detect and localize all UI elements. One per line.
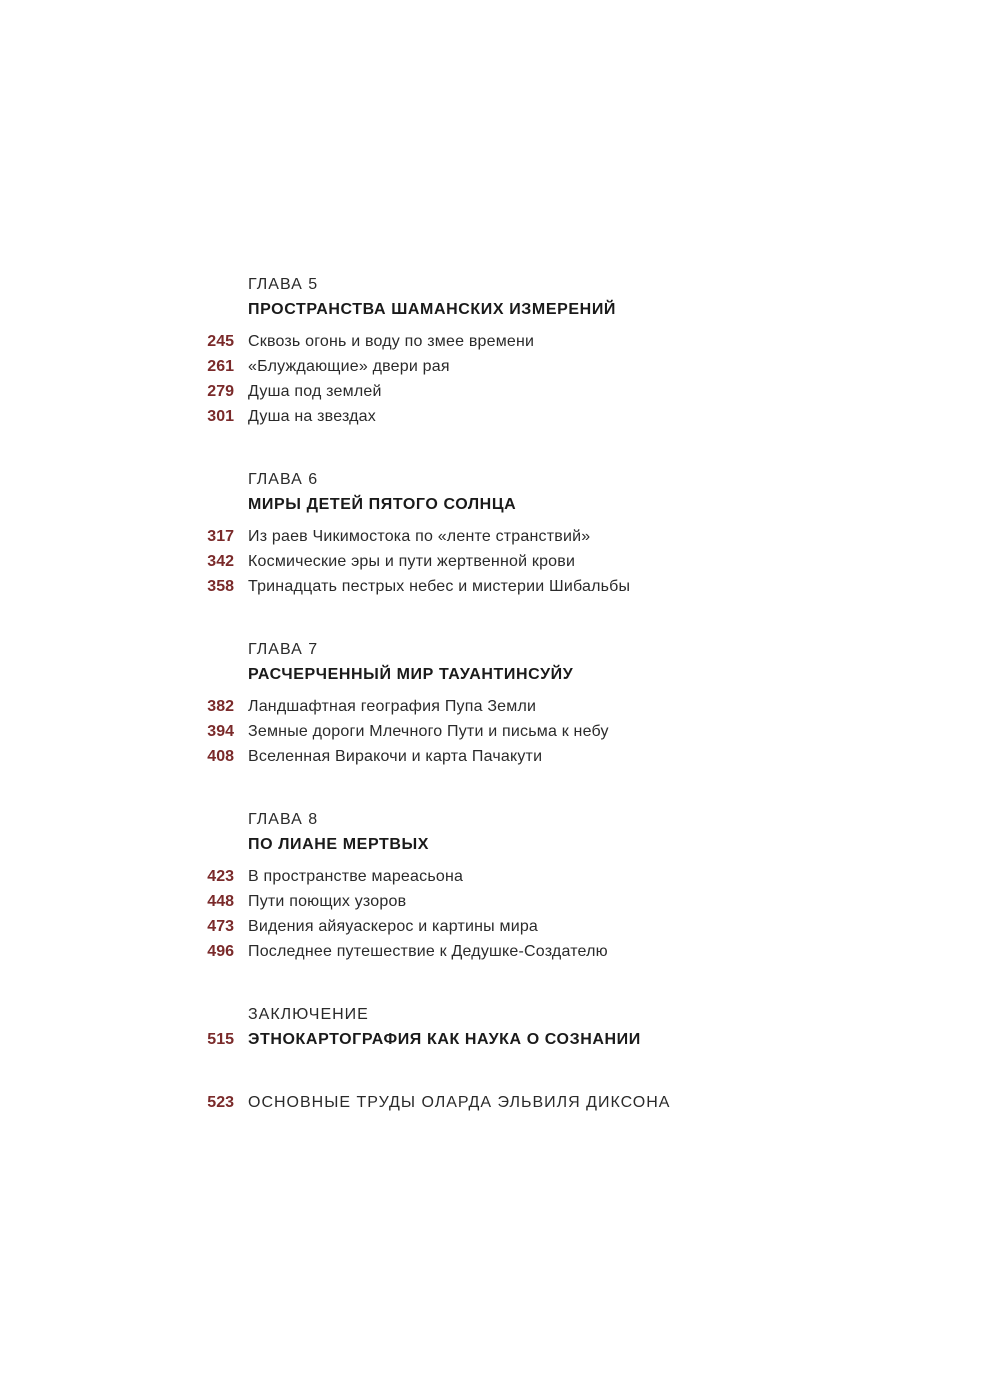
entry-title: В пространстве мареасьона	[248, 868, 464, 885]
toc-entry[interactable]	[0, 939, 1000, 964]
chapter-title-row	[0, 492, 1000, 517]
page-number: 279	[207, 383, 234, 400]
page-number: 523	[207, 1094, 234, 1111]
toc-entry[interactable]	[0, 354, 1000, 379]
chapter-title: РАСЧЕРЧЕННЫЙ МИР ТАУАНТИНСУЙУ	[248, 666, 574, 683]
page-number: 496	[207, 943, 234, 960]
entry-title: Пути поющих узоров	[248, 893, 407, 910]
page-number: 423	[207, 868, 234, 885]
entry-title: Ландшафтная география Пупа Земли	[248, 698, 537, 715]
entry-title: Космические эры и пути жертвенной крови	[248, 553, 576, 570]
page-number: 394	[207, 723, 234, 740]
entry-title: Сквозь огонь и воду по змее времени	[248, 333, 535, 350]
entry-title: Тринадцать пестрых небес и мистерии Шибальбы	[248, 578, 631, 595]
chapter-label: ГЛАВА 8	[248, 811, 319, 828]
chapter-6	[0, 467, 1000, 599]
chapter-title-row	[0, 662, 1000, 687]
page-number: 448	[207, 893, 234, 910]
toc-entry-works[interactable]	[0, 1090, 1000, 1115]
toc-entry[interactable]	[0, 864, 1000, 889]
page-number: 408	[207, 748, 234, 765]
toc-entry[interactable]	[0, 379, 1000, 404]
page-number: 245	[207, 333, 234, 350]
toc-entry[interactable]	[0, 404, 1000, 429]
toc-entry[interactable]	[0, 574, 1000, 599]
conclusion-section	[0, 1002, 1000, 1052]
chapter-title-row	[0, 832, 1000, 857]
page-number: 342	[207, 553, 234, 570]
chapter-title: ПРОСТРАНСТВА ШАМАНСКИХ ИЗМЕРЕНИЙ	[248, 301, 617, 318]
page-number: 515	[207, 1031, 234, 1048]
toc-entry[interactable]	[0, 329, 1000, 354]
toc-entry[interactable]	[0, 524, 1000, 549]
entry-title: Земные дороги Млечного Пути и письма к небу	[248, 723, 609, 740]
toc-entry[interactable]	[0, 744, 1000, 769]
chapter-label: ГЛАВА 6	[248, 471, 319, 488]
toc-entry[interactable]	[0, 694, 1000, 719]
entry-title: Душа на звездах	[248, 408, 376, 425]
chapter-title-row	[0, 297, 1000, 322]
chapter-label: ГЛАВА 5	[248, 276, 319, 293]
toc-entry[interactable]	[0, 914, 1000, 939]
page-number: 301	[207, 408, 234, 425]
entry-title: «Блуждающие» двери рая	[248, 358, 450, 375]
entry-title: Видения айяуаскерос и картины мира	[248, 918, 539, 935]
conclusion-title: ЭТНОКАРТОГРАФИЯ КАК НАУКА О СОЗНАНИИ	[248, 1031, 641, 1048]
entry-title: Последнее путешествие к Дедушке-Создателю	[248, 943, 608, 960]
conclusion-label: ЗАКЛЮЧЕНИЕ	[248, 1006, 369, 1023]
entry-title: Из раев Чикимостока по «ленте странствий»	[248, 528, 591, 545]
chapter-title: ПО ЛИАНЕ МЕРТВЫХ	[248, 836, 430, 853]
page-number: 261	[207, 358, 234, 375]
page-number: 317	[207, 528, 234, 545]
chapter-5	[0, 272, 1000, 429]
toc-entry[interactable]	[0, 549, 1000, 574]
page-number: 382	[207, 698, 234, 715]
works-title: ОСНОВНЫЕ ТРУДЫ ОЛАРДА ЭЛЬВИЛЯ ДИКСОНА	[248, 1094, 671, 1111]
toc-entry-conclusion[interactable]	[0, 1027, 1000, 1052]
chapter-title: МИРЫ ДЕТЕЙ ПЯТОГО СОЛНЦА	[248, 496, 517, 513]
chapter-8	[0, 807, 1000, 964]
page-number: 473	[207, 918, 234, 935]
table-of-contents	[0, 272, 1000, 1115]
toc-entry[interactable]	[0, 889, 1000, 914]
entry-title: Вселенная Виракочи и карта Пачакути	[248, 748, 543, 765]
page-number: 358	[207, 578, 234, 595]
entry-title: Душа под землей	[248, 383, 382, 400]
chapter-label: ГЛАВА 7	[248, 641, 319, 658]
chapter-7	[0, 637, 1000, 769]
toc-entry[interactable]	[0, 719, 1000, 744]
